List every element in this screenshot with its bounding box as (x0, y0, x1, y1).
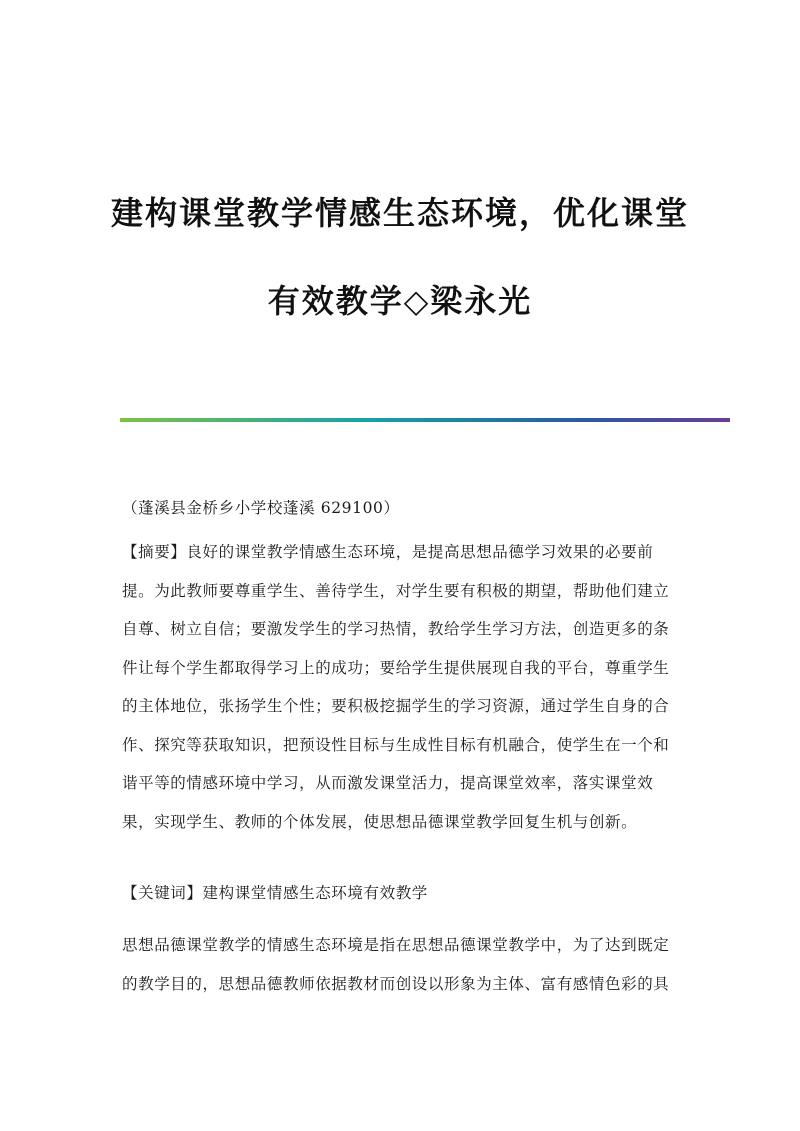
document-title-line-1: 建构课堂教学情感生态环境，优化课堂 (110, 194, 689, 232)
title-divider (120, 418, 730, 422)
affiliation-text: （蓬溪县金桥乡小学校蓬溪 629100） (122, 499, 400, 517)
body-line: 思想品德课堂教学的情感生态环境是指在思想品德课堂教学中，为了达到既定 (122, 936, 670, 954)
abstract-line: 作、探究等获取知识，把预设性目标与生成性目标有机融合，使学生在一个和 (122, 735, 670, 754)
abstract-line: 件让每个学生都取得学习上的成功；要给学生提供展现自我的平台，尊重学生 (122, 658, 670, 677)
abstract-line: 自尊、树立自信；要激发学生的学习热情，教给学生学习方法，创造更多的条 (122, 620, 670, 638)
abstract-line: 果，实现学生、教师的个体发展，使思想品德课堂教学回复生机与创新。 (122, 812, 638, 831)
document-title-line-2: 有效教学◇梁永光 (267, 282, 533, 320)
body-line: 的教学目的，思想品德教师依据教材而创设以形象为主体、富有感情色彩的具 (122, 974, 670, 993)
abstract-line: 的主体地位，张扬学生个性；要积极挖掘学生的学习资源，通过学生自身的合 (122, 697, 670, 715)
abstract-line: 提。为此教师要尊重学生、善待学生，对学生要有积极的期望，帮助他们建立 (122, 581, 670, 600)
body-paragraph (122, 926, 682, 1003)
author-affiliation (122, 489, 682, 528)
keywords-paragraph (122, 874, 682, 913)
abstract-paragraph (122, 533, 682, 841)
abstract-line: 【摘要】良好的课堂教学情感生态环境，是提高思想品德学习效果的必要前 (122, 543, 654, 561)
keywords-text: 【关键词】建构课堂情感生态环境有效教学 (122, 884, 428, 902)
abstract-line: 谐平等的情感环境中学习，从而激发课堂活力，提高课堂效率，落实课堂效 (122, 774, 654, 792)
